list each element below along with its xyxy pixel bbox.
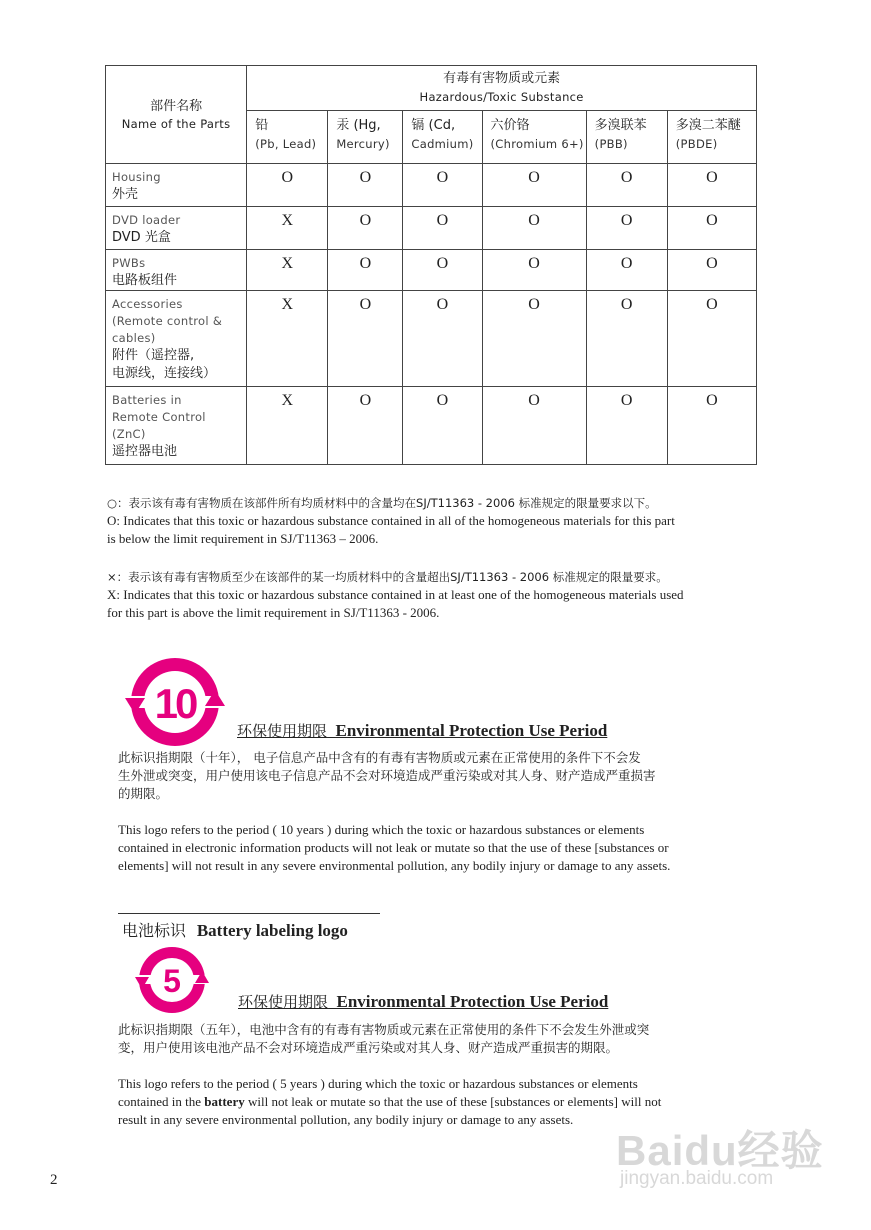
part-name-en: DVD loader [112, 213, 181, 227]
part-name-en: Housing [112, 170, 161, 184]
substance-value-cell: O [328, 207, 403, 250]
substance-header-cell [247, 66, 757, 111]
substance-value-cell: O [482, 387, 586, 465]
substance-cn: 六价铬 [490, 118, 530, 133]
part-name-cell [106, 164, 247, 207]
part-name-cn: 电路板组件 [112, 273, 178, 288]
substance-cn: 多溴二苯醚 [675, 118, 741, 133]
substance-header-cn: 有毒有害物质或元素 [443, 71, 561, 86]
x-note-en-2: for this part is above the limit requirement in SJ/T11363 - 2006. [107, 605, 440, 620]
part-name-cn: DVD 光盒 [112, 230, 171, 245]
substance-en: (Pb, Lead) [255, 137, 317, 151]
substance-cn: 镉 (Cd, [411, 118, 456, 133]
part-name-cn: 外壳 [112, 187, 139, 202]
part-name-en: (Remote control & [112, 314, 223, 328]
notes-block [107, 494, 807, 622]
substance-value-cell: X [247, 291, 328, 387]
battery-divider [118, 913, 380, 914]
epup-10-title: 环保使用期限 Environmental Protection Use Period [237, 721, 608, 740]
page-number: 2 [50, 1172, 58, 1188]
substance-value-cell: O [667, 250, 756, 291]
substance-value-cell: O [403, 291, 482, 387]
substance-en: Cadmium) [411, 137, 474, 151]
substance-value-cell: O [667, 291, 756, 387]
substance-value-cell: O [586, 207, 667, 250]
part-name-en: PWBs [112, 256, 146, 270]
part-name-cn: 遥控器电池 [112, 444, 178, 459]
substance-value-cell: O [586, 291, 667, 387]
substance-value-cell: O [667, 387, 756, 465]
epup-5-cn-text: 此标识指期限（五年），电池中含有的有毒有害物质或元素在正常使用的条件下不会发生外泄或突 变，用户使用该电池产品不会对环境造成严重污染或对其人身、财产造成严重损害的期限。 [118, 1022, 650, 1055]
x-note-cn: ×：表示该有毒有害物质至少在该部件的某一均质材料中的含量超出SJ/T11363 - 2006 标准规定的限量要求。 [107, 570, 668, 584]
part-name-cell [106, 291, 247, 387]
substance-value-cell: O [328, 291, 403, 387]
substance-value-cell: O [403, 250, 482, 291]
parts-header-cell [106, 66, 247, 164]
epup-5-logo [134, 946, 210, 1014]
epup-5-en-text: This logo refers to the period ( 5 years ) during which the toxic or hazardous substances or elements contained in the battery will not leak or mutate so that the use of these [substances or elements] will not result in any severe environmental pollution, any bodily injury or damage to any assets. [118, 1076, 662, 1127]
substance-col-header [482, 111, 586, 164]
substance-en: (PBB) [594, 137, 628, 151]
substance-value-cell: O [247, 164, 328, 207]
part-name-en: cables) [112, 331, 156, 345]
table-row [106, 164, 757, 207]
part-name-cn: 电源线，连接线） [112, 366, 217, 381]
substance-value-cell: O [586, 387, 667, 465]
part-name-en: (ZnC) [112, 427, 146, 441]
substance-col-header [328, 111, 403, 164]
substance-value-cell: O [403, 207, 482, 250]
substance-en: Mercury) [336, 137, 390, 151]
substance-en: (PBDE) [675, 137, 718, 151]
part-name-cell [106, 250, 247, 291]
o-note-en-2: is below the limit requirement in SJ/T11363 – 2006. [107, 531, 379, 546]
substance-en: (Chromium 6+) [490, 137, 584, 151]
substance-value-cell: X [247, 250, 328, 291]
substance-value-cell: O [586, 164, 667, 207]
part-name-cell [106, 207, 247, 250]
x-note-en-1: X: Indicates that this toxic or hazardous substance contained in at least one of the homogeneous materials used [107, 587, 684, 602]
part-name-en: Remote Control [112, 410, 206, 424]
watermark-url: jingyan.baidu.com [620, 1168, 774, 1189]
substance-col-header [586, 111, 667, 164]
substance-cn: 汞 (Hg, [336, 118, 381, 133]
substance-value-cell: O [667, 164, 756, 207]
substance-value-cell: O [482, 164, 586, 207]
o-note-en-1: O: Indicates that this toxic or hazardous substance contained in all of the homogeneous materials for this part [107, 513, 675, 528]
epup-10-en-text: This logo refers to the period ( 10 years ) during which the toxic or hazardous substances or elements contained in electronic information products will not leak or mutate so that the use of these [substances or elements] will not result in any severe environmental pollution, any bodily injury or damage to any assets. [118, 822, 671, 873]
substance-value-cell: O [667, 207, 756, 250]
logo-number-5: 5 [163, 963, 181, 999]
substance-value-cell: O [403, 387, 482, 465]
substance-value-cell: O [403, 164, 482, 207]
substance-value-cell: O [482, 207, 586, 250]
substance-cn: 铅 [255, 118, 269, 133]
battery-heading: 电池标识 Battery labeling logo [122, 921, 348, 940]
substance-value-cell: O [328, 164, 403, 207]
substance-value-cell: O [482, 291, 586, 387]
substance-col-header [247, 111, 328, 164]
table-row [106, 291, 757, 387]
epup-10-cn-text: 此标识指期限（十年）， 电子信息产品中含有的有毒有害物质或元素在正常使用的条件下不会发 生外泄或突变，用户使用该电子信息产品不会对环境造成严重污染或对其人身、财产造成严重损害 的期限。 [118, 750, 656, 801]
part-name-cell [106, 387, 247, 465]
table-row [106, 207, 757, 250]
substance-value-cell: O [328, 250, 403, 291]
substance-value-cell: X [247, 207, 328, 250]
table-row [106, 387, 757, 465]
substance-value-cell: O [328, 387, 403, 465]
table-row [106, 250, 757, 291]
substance-value-cell: X [247, 387, 328, 465]
substance-value-cell: O [586, 250, 667, 291]
part-name-en: Accessories [112, 297, 183, 311]
parts-label-en: Name of the Parts [121, 116, 231, 131]
part-name-en: Batteries in [112, 393, 182, 407]
epup-10-logo [125, 656, 227, 748]
epup-5-title: 环保使用期限 Environmental Protection Use Period [238, 992, 609, 1011]
part-name-cn: 附件（遥控器, [112, 348, 195, 363]
parts-label-cn: 部件名称 [150, 98, 203, 114]
substance-col-header [667, 111, 756, 164]
o-note-cn: ○：表示该有毒有害物质在该部件所有均质材料中的含量均在SJ/T11363 - 2006 标准规定的限量要求以下。 [107, 496, 657, 510]
substance-col-header [403, 111, 482, 164]
substance-header-en: Hazardous/Toxic Substance [419, 90, 584, 104]
watermark-brand: Baidu经验 [616, 1127, 824, 1174]
substance-cn: 多溴联苯 [594, 118, 647, 133]
hazardous-substance-table [105, 65, 757, 465]
logo-number-10: 10 [154, 680, 196, 727]
substance-value-cell: O [482, 250, 586, 291]
